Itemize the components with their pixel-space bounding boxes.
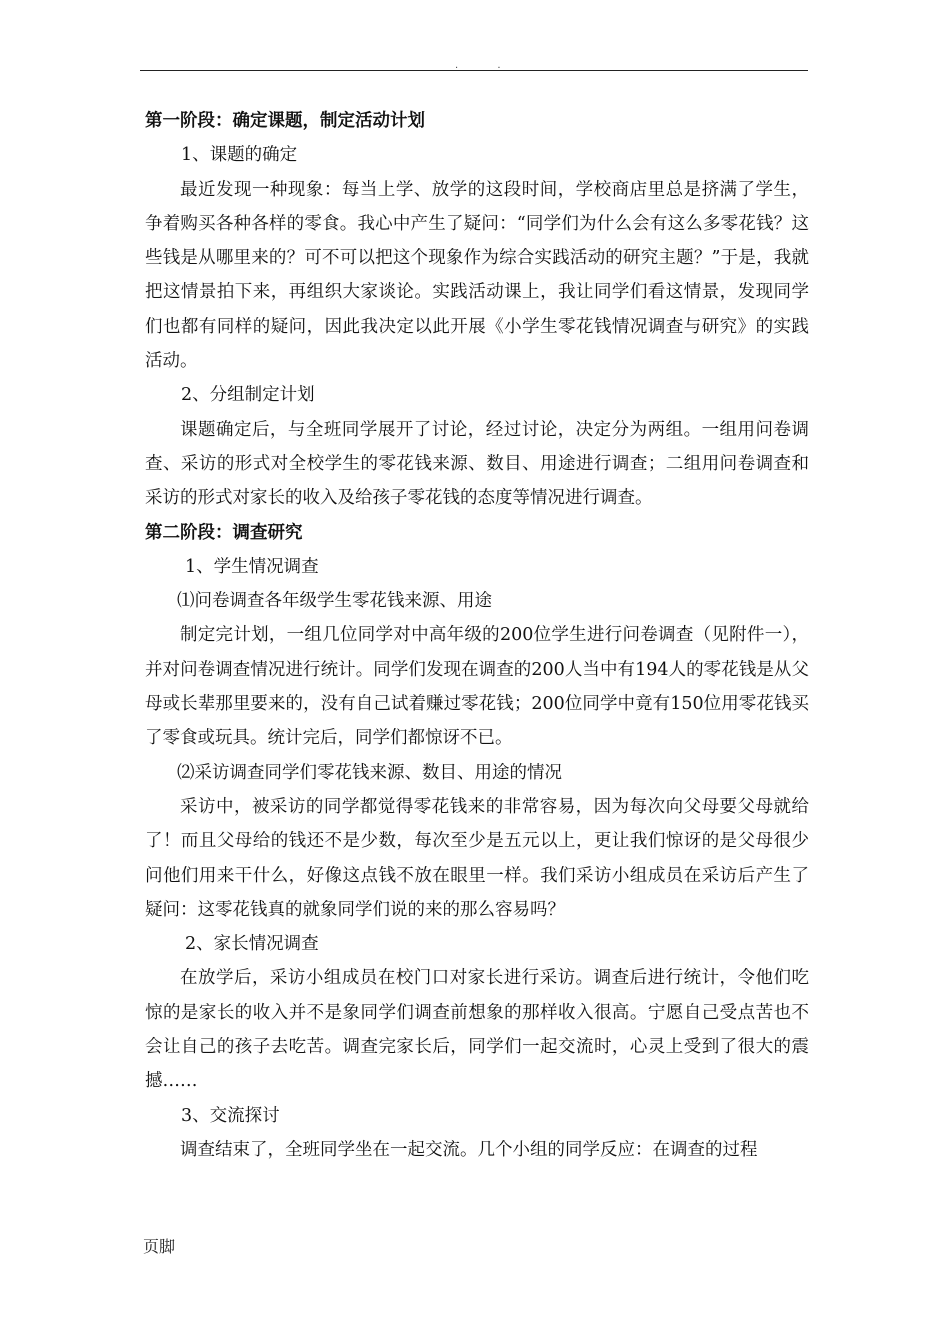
stage2-sub1-text: 制定完计划，一组几位同学对中高年级的200位学生进行问卷调查（见附件一），并对问卷调查情况进行统计。同学们发现在调查的200人当中有194人的零花钱是从父母或长辈那里要来的，没有自己试着赚过零花钱；200位同学中竟有150位用零花钱买了零食或玩具。统计完后，同学们都惊讶不已。: [145, 625, 809, 749]
stage2-sec3-text: 调查结束了，全班同学坐在一起交流。几个小组的同学反应：在调查的过程: [180, 1139, 758, 1160]
stage1-sec1-label: 1、课题的确定: [181, 145, 298, 166]
document-body: [145, 104, 809, 1167]
stage2-title: 第二阶段：调查研究: [145, 522, 303, 543]
stage1-sec2-label: 2、分组制定计划: [181, 385, 315, 406]
stage2-sec1-label: 1、学生情况调查: [185, 556, 319, 577]
stage2-sub2-label: ⑵采访调查同学们零花钱来源、数目、用途的情况: [177, 762, 562, 783]
stage1-sec2-text: 课题确定后，与全班同学展开了讨论，经过讨论，决定分为两组。一组用问卷调查、采访的形式对全校学生的零花钱来源、数目、用途进行调查；二组用问卷调查和采访的形式对家长的收入及给孩子零花钱的态度等情况进行调查。: [145, 419, 809, 509]
stage2-sub2-text: 采访中，被采访的同学都觉得零花钱来的非常容易，因为每次向父母要父母就给了！而且父母给的钱还不是少数，每次至少是五元以上，更让我们惊讶的是父母很少问他们用来干什么，好像这点钱不放在眼里一样。我们采访小组成员在采访后产生了疑问：这零花钱真的就象同学们说的来的那么容易吗？: [145, 796, 809, 920]
stage2-sec2-label: 2、家长情况调查: [185, 934, 319, 955]
header-rule: [140, 70, 808, 71]
stage2-sec2-text: 在放学后，采访小组成员在校门口对家长进行采访。调查后进行统计，令他们吃惊的是家长的收入并不是象同学们调查前想象的那样收入很高。宁愿自己受点苦也不会让自己的孩子去吃苦。调查完家长后，同学们一起交流时，心灵上受到了很大的震撼……: [145, 968, 809, 1092]
stage2-sub1-label: ⑴问卷调查各年级学生零花钱来源、用途: [177, 591, 492, 612]
stage2-sec3-label: 3、交流探讨: [181, 1105, 280, 1126]
header-marks: . .: [455, 60, 519, 71]
stage1-sec1-text: 最近发现一种现象：每当上学、放学的这段时间，学校商店里总是挤满了学生，争着购买各种各样的零食。我心中产生了疑问：“同学们为什么会有这么多零花钱？这些钱是从哪里来的？可不可以把这个现象作为综合实践活动的研究主题？”于是，我就把这情景拍下来，再组织大家谈论。实践活动课上，我让同学们看这情景，发现同学们也都有同样的疑问，因此我决定以此开展《小学生零花钱情况调查与研究》的实践活动。: [145, 179, 809, 372]
page-footer: 页脚: [143, 1237, 176, 1256]
stage1-title: 第一阶段：确定课题，制定活动计划: [145, 111, 425, 131]
